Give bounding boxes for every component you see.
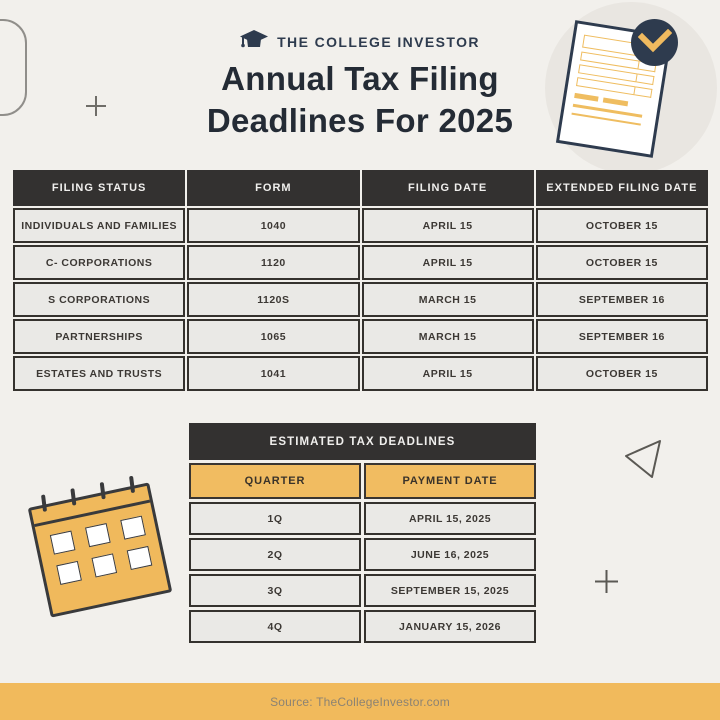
table-cell: SEPTEMBER 16 [536, 319, 708, 354]
table-cell: SEPTEMBER 15, 2025 [364, 574, 536, 607]
table-cell: OCTOBER 15 [536, 208, 708, 243]
triangle-icon [620, 435, 670, 490]
table-cell: JANUARY 15, 2026 [364, 610, 536, 643]
table-cell: 1120 [187, 245, 359, 280]
calendar-icon [28, 482, 173, 617]
page-title-line1: Annual Tax Filing [221, 60, 499, 97]
brand-name: THE COLLEGE INVESTOR [277, 33, 480, 50]
table-cell: OCTOBER 15 [536, 356, 708, 391]
page-title-line2: Deadlines For 2025 [206, 101, 514, 139]
table-cell: 1041 [187, 356, 359, 391]
column-header-filing-status: FILING STATUS [13, 170, 185, 206]
table-cell: APRIL 15 [362, 208, 534, 243]
table-cell: OCTOBER 15 [536, 245, 708, 280]
table-cell: 1065 [187, 319, 359, 354]
table-cell: APRIL 15, 2025 [364, 502, 536, 535]
plus-icon [593, 568, 620, 595]
table-cell: SEPTEMBER 16 [536, 282, 708, 317]
source-text: Source: TheCollegeInvestor.com [270, 694, 450, 709]
table-cell: MARCH 15 [362, 282, 534, 317]
table-cell: 1040 [187, 208, 359, 243]
column-header-payment-date: PAYMENT DATE [364, 463, 536, 499]
source-footer [0, 683, 720, 720]
table-cell: S CORPORATIONS [13, 282, 185, 317]
table-cell: 1Q [189, 502, 361, 535]
table-cell: INDIVIDUALS AND FAMILIES [13, 208, 185, 243]
table-cell: APRIL 15 [362, 356, 534, 391]
page-title [0, 58, 720, 141]
table-cell: PARTNERSHIPS [13, 319, 185, 354]
table-cell: 4Q [189, 610, 361, 643]
column-header-form: FORM [187, 170, 359, 206]
column-header-filing-date: FILING DATE [362, 170, 534, 206]
table-cell: APRIL 15 [362, 245, 534, 280]
table-cell: JUNE 16, 2025 [364, 538, 536, 571]
estimated-tax-table [189, 423, 536, 643]
table-cell: C- CORPORATIONS [13, 245, 185, 280]
table-cell: 2Q [189, 538, 361, 571]
table-cell: 1120S [187, 282, 359, 317]
table-cell: ESTATES AND TRUSTS [13, 356, 185, 391]
graduation-cap-icon [240, 28, 268, 55]
column-header-extended-filing-date: EXTENDED FILING DATE [536, 170, 708, 206]
filing-deadlines-table [13, 170, 708, 391]
brand-header [0, 28, 720, 55]
column-header-quarter: QUARTER [189, 463, 361, 499]
estimated-tax-table-title: ESTIMATED TAX DEADLINES [189, 423, 536, 460]
table-cell: MARCH 15 [362, 319, 534, 354]
table-cell: 3Q [189, 574, 361, 607]
